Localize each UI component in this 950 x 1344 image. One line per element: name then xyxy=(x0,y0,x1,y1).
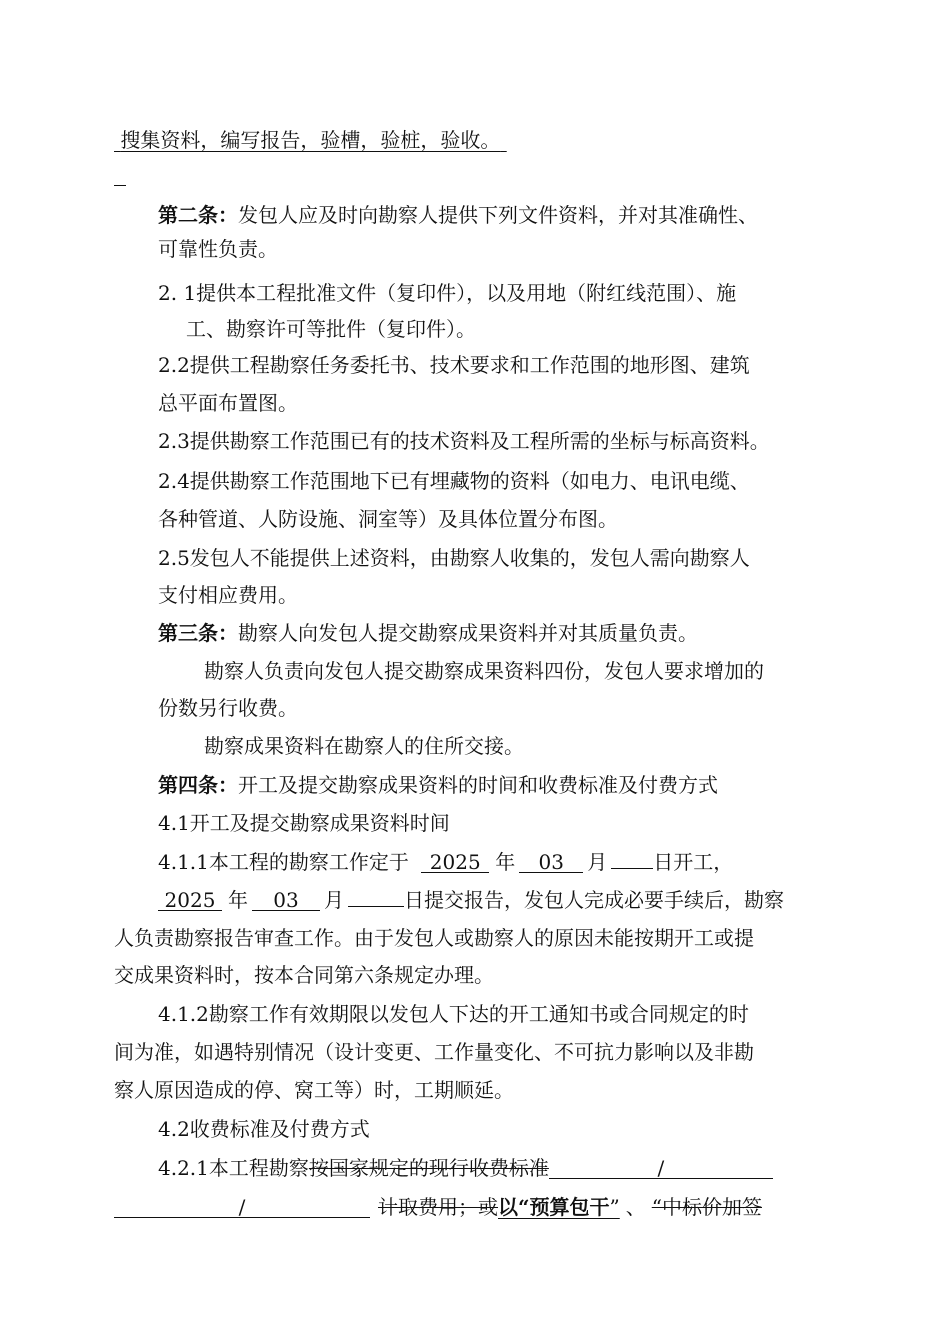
article-4-text: 开工及提交勘察成果资料的时间和收费标准及付费方式 xyxy=(238,773,718,797)
report-day-field xyxy=(348,886,404,907)
report-month: 03 xyxy=(273,888,299,912)
struck-fee-text: 计取费用；或 xyxy=(378,1195,498,1219)
scope-line xyxy=(114,127,507,153)
start-suffix: 日开工， xyxy=(653,850,734,874)
clause-4-1-2a: 4.1.2勘察工作有效期限以发包人下达的开工通知书或合同规定的时 xyxy=(158,1002,749,1026)
article-3-label: 第三条： xyxy=(158,621,238,645)
article-2-text: 发包人应及时向勘察人提供下列文件资料，并对其准确性、 xyxy=(238,203,758,227)
closing-quote: ” xyxy=(609,1195,620,1219)
article-3-para2: 勘察成果资料在勘察人的住所交接。 xyxy=(204,734,524,758)
year-label-2: 年 xyxy=(228,888,248,912)
clause-4-1-1c: 人负责勘察报告审查工作。由于发包人或勘察人的原因未能按期开工或提 xyxy=(114,926,754,950)
clause-4-2-1-prefix: 4.2.1本工程勘察 xyxy=(158,1156,309,1180)
month-label: 月 xyxy=(587,850,608,874)
clause-2-2a: 2.2提供工程勘察任务委托书、技术要求和工作范围的地形图、建筑 xyxy=(158,353,750,377)
clause-4-1-1a xyxy=(158,848,733,875)
clause-2-4a: 2.4提供勘察工作范围地下已有埋藏物的资料（如电力、电讯电缆、 xyxy=(158,469,750,493)
article-3-heading xyxy=(158,620,698,646)
report-year: 2025 xyxy=(164,888,216,912)
month-label-2: 月 xyxy=(324,888,344,912)
clause-4-1-1-prefix: 4.1.1本工程的勘察工作定于 xyxy=(158,850,409,874)
clause-2-1b: 工、勘察许可等批件（复印件）。 xyxy=(186,317,476,341)
fee-amount-field xyxy=(114,1197,370,1218)
start-month-field xyxy=(519,852,583,873)
clause-4-1-2b: 间为准，如遇特别情况（设计变更、工作量变化、不可抗力影响以及非勘 xyxy=(114,1040,754,1064)
start-day-field xyxy=(611,848,653,869)
clause-2-1a: 2. 1提供本工程批准文件（复印件），以及用地（附红线范围）、施 xyxy=(158,281,737,305)
article-4-label: 第四条： xyxy=(158,773,238,797)
clause-4-1-1d: 交成果资料时，按本合同第六条规定办理。 xyxy=(114,963,494,987)
article-3-para1a: 勘察人负责向发包人提交勘察成果资料四份，发包人要求增加的 xyxy=(204,659,764,683)
budget-lump-sum-text: 以“预算包干 xyxy=(498,1195,610,1219)
clause-4-2-1b xyxy=(114,1194,762,1220)
struck-standard-text: 按国家规定的现行收费标准 xyxy=(308,1156,549,1180)
report-month-field xyxy=(252,890,320,911)
clause-4-2-1a xyxy=(158,1155,773,1181)
clause-4-1: 4.1开工及提交勘察成果资料时间 xyxy=(158,811,450,835)
article-3-text: 勘察人向发包人提交勘察成果资料并对其质量负责。 xyxy=(238,621,698,645)
clause-2-4b: 各种管道、人防设施、洞室等）及具体位置分布图。 xyxy=(158,507,618,531)
struck-bid-price-text: “中标价加签 xyxy=(651,1195,762,1219)
start-month: 03 xyxy=(538,850,564,874)
start-year: 2025 xyxy=(429,850,481,874)
article-3-para1b: 份数另行收费。 xyxy=(158,696,298,720)
slash-mark-2: / xyxy=(238,1195,246,1219)
clause-2-2b: 总平面布置图。 xyxy=(158,391,298,415)
year-label: 年 xyxy=(495,850,516,874)
fee-standard-field xyxy=(549,1158,773,1179)
clause-2-3: 2.3提供勘察工作范围已有的技术资料及工程所需的坐标与标高资料。 xyxy=(158,429,770,453)
article-2-cont: 可靠性负责。 xyxy=(158,237,278,261)
separator: 、 xyxy=(625,1195,646,1219)
clause-2-5b: 支付相应费用。 xyxy=(158,583,298,607)
article-2-label: 第二条： xyxy=(158,203,238,227)
article-4-heading xyxy=(158,772,718,798)
blank-dash xyxy=(114,185,126,186)
report-year-field xyxy=(158,890,222,911)
clause-4-2: 4.2收费标准及付费方式 xyxy=(158,1117,370,1141)
clause-4-1-1b xyxy=(158,886,784,913)
clause-4-1-2c: 察人原因造成的停、窝工等）时，工期顺延。 xyxy=(114,1078,514,1102)
start-year-field xyxy=(421,852,489,873)
clause-2-5a: 2.5发包人不能提供上述资料，由勘察人收集的，发包人需向勘察人 xyxy=(158,546,750,570)
slash-mark: / xyxy=(657,1156,665,1180)
scope-text: 搜集资料，编写报告，验槽，验桩，验收。 xyxy=(120,128,501,152)
article-2-heading xyxy=(158,202,758,228)
report-suffix: 日提交报告，发包人完成必要手续后，勘察 xyxy=(404,888,784,912)
